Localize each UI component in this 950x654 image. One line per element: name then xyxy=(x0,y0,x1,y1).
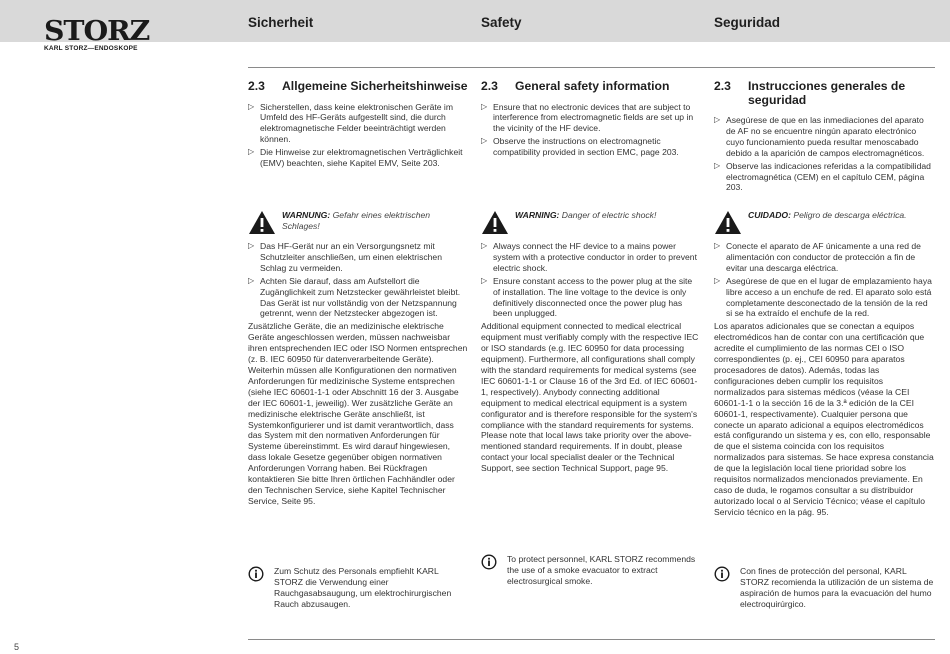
warning-triangle-icon xyxy=(248,210,278,238)
column-header-en: Safety xyxy=(481,15,522,30)
info-icon xyxy=(248,566,274,585)
bullet-item: ▷ Achten Sie darauf, dass am Aufstellort die Zugänglichkeit zum Netzstecker gewährleistet bleibt. Das Gerät ist nur vollständig von der Netzspannung getrennt, wenn der Netzstecker abgezogen ist. xyxy=(248,275,461,319)
section-title-de xyxy=(248,80,468,94)
triangle-bullet-icon: ▷ xyxy=(481,241,488,250)
triangle-bullet-icon: ▷ xyxy=(714,241,721,250)
info-icon xyxy=(481,554,507,573)
warning-triangle-icon xyxy=(481,210,511,238)
triangle-bullet-icon: ▷ xyxy=(714,115,721,124)
warning-label: CUIDADO: xyxy=(748,210,791,220)
bullet-item: ▷ Ensure that no electronic devices that are subject to interference from electromagnetic fields are set up in the vicinity of the HF device. xyxy=(481,101,694,134)
warning-text: Peligro de descarga eléctrica. xyxy=(793,210,907,220)
note-block-es xyxy=(714,566,934,610)
section-title-en xyxy=(481,80,701,94)
section-title-es xyxy=(714,80,934,107)
warning-block-en xyxy=(481,210,701,238)
note-text: Zum Schutz des Personals empfiehlt KARL STORZ die Verwendung einer Rauchgasabsaugung, um elektrochirurgischen Rauch abzusaugen. xyxy=(274,566,452,609)
triangle-bullet-icon: ▷ xyxy=(481,275,488,285)
bullet-item: ▷ Sicherstellen, dass keine elektronischen Geräte im Umfeld des HF-Geräts aufgestellt sind, die durch elektromagnetische Felder beeinträchtigt werden können. xyxy=(248,101,453,145)
bullet-item: ▷ Observe las indicaciones referidas a la compatibilidad electromagnética (CEM) en el capítulo CEM, página 203. xyxy=(714,160,931,193)
section-heading: Instrucciones generales de seguridad xyxy=(748,79,906,107)
bottom-divider xyxy=(248,639,935,640)
logo-wordmark: STORZ xyxy=(44,16,150,47)
body-paragraph: Additional equipment connected to medical electrical equipment must verifiably comply with the respective IEC or ISO standards (e.g. IEC 60950 for data processing equipment). Furthermore, all configurations shall comply with the standard requirements for medical systems (see IEC 60601-1-1 or Clause 16 of the 3rd Ed. of IEC 60601-1, respectively). Anybody connecting additional equipment to medical electrical equipment is a system configurator and is therefore responsible for the system's compliance with the standard requirements for systems. Please note that local laws take priority over the above-mentioned standard requirements. If in doubt, please contact your local specialist dealer or the Technical Support, see section Technical Support, page 95. xyxy=(481,321,699,474)
column-header-es: Seguridad xyxy=(714,15,781,30)
note-text: To protect personnel, KARL STORZ recommends the use of a smoke evacuator to extract electrosurgical smoke. xyxy=(507,554,696,586)
section-heading: Allgemeine Sicherheitshinweise xyxy=(282,79,468,93)
triangle-bullet-icon: ▷ xyxy=(248,147,255,157)
column-header-de: Sicherheit xyxy=(248,15,314,30)
section-number: 2.3 xyxy=(714,79,731,93)
body-paragraph: Los aparatos adicionales que se conectan a equipos electromédicos han de contar con una certificación que acredite el cumplimiento de las normas CEI o ISO correspondientes (p. ej., CEI 60950 para aparatos procesadores de datos). Además, todas las configuraciones deben cumplir los requisitos normalizados para sistemas médicos (véase la CEI 60601-1-1 o la sección 16 de la 3.ª edición de la CEI 60601-1, respectivamente). Cualquier persona que conecte un aparato adicional a equipos electromédicos está configurando un sistema y es, con ello, responsable de que el sistema coincida con los requisitos normalizados para sistemas. Se hace expresa constancia de que la legislación local tiene prioridad sobre los requisitos normalizados mencionados previamente. En caso de duda, le rogamos consultar a su distribuidor autorizado local o al Servicio Técnico; véase el capítulo Servicio técnico en la pág. 95. xyxy=(714,321,934,517)
triangle-bullet-icon: ▷ xyxy=(481,101,488,111)
warning-label: WARNING: xyxy=(515,210,560,220)
warning-block-es xyxy=(714,210,934,238)
triangle-bullet-icon: ▷ xyxy=(248,101,255,111)
bullet-item: ▷ Ensure constant access to the power plug at the site of installation. The line voltage to the device is only definitively disconnected once the power plug has been unplugged. xyxy=(481,275,693,319)
page-number: 5 xyxy=(14,642,20,652)
logo-subline: KARL STORZ—ENDOSKOPE xyxy=(44,45,138,52)
info-icon xyxy=(714,566,740,585)
note-block-en xyxy=(481,554,701,587)
section-number: 2.3 xyxy=(481,79,498,93)
column-en xyxy=(481,80,701,635)
warning-label: WARNUNG: xyxy=(282,210,331,220)
top-divider xyxy=(248,67,935,68)
warning-text: Gefahr eines elektrischen Schlages! xyxy=(282,210,431,231)
warning-triangle-icon xyxy=(714,210,744,238)
triangle-bullet-icon: ▷ xyxy=(248,275,255,285)
note-block-de xyxy=(248,566,468,610)
bullet-item: ▷ Conecte el aparato de AF únicamente a una red de alimentación con conductor de protección a fin de evitar una descarga eléctrica. xyxy=(714,241,921,273)
bullet-item: ▷ Die Hinweise zur elektromagnetischen Verträglichkeit (EMV) beachten, siehe Kapitel EMV, Seite 203. xyxy=(248,147,463,169)
storz-logo xyxy=(44,16,150,52)
column-de xyxy=(248,80,468,635)
section-heading: General safety information xyxy=(515,79,670,93)
triangle-bullet-icon: ▷ xyxy=(714,160,721,170)
body-paragraph: Zusätzliche Geräte, die an medizinische elektrische Geräte angeschlossen werden, müssen nachweisbar ihren entsprechenden IEC oder ISO Normen entsprechen (z. B. IEC 60950 für datenverarbeitende Geräte). Weiterhin müssen alle Konfigurationen den normativen Anforderungen für medizinische Systeme entsprechen (siehe IEC 60601-1-1 oder Abschnitt 16 der 3. Ausgabe der IEC 60601-1, jeweilig). Wer zusätzliche Geräte an medizinische elektrische Geräte anschließt, ist Systemkonfigurierer und ist damit verantwortlich, dass das System mit den normativen Anforderungen für Systeme übereinstimmt. Es wird darauf hingewiesen, dass lokale Gesetze gegenüber obigen normativen Anforderungen Vorrang haben. Bei Rückfragen kontaktieren Sie bitte Ihren örtlichen Fachhändler oder den Technischen Service, siehe Kapitel Technischer Service, Seite 95. xyxy=(248,321,468,506)
triangle-bullet-icon: ▷ xyxy=(248,241,255,250)
triangle-bullet-icon: ▷ xyxy=(481,136,488,146)
bullet-item: ▷ Das HF-Gerät nur an ein Versorgungsnetz mit Schutzleiter anschließen, um einen elektrischen Schlag zu vermeiden. xyxy=(248,241,442,273)
bullet-item: ▷ Asegúrese de que en el lugar de emplazamiento haya libre acceso a un enchufe de red. El aparato solo está completamente desconectado de la tensión de la red si se ha extraído el enchufe de la red. xyxy=(714,275,932,319)
column-es xyxy=(714,80,934,635)
bullet-item: ▷ Asegúrese de que en las inmediaciones del aparato de AF no se encuentre ningún aparato electrónico cuyo funcionamiento pueda resultar menoscabado debido a la aparición de campos electromagnéticos. xyxy=(714,115,925,158)
warning-block-de xyxy=(248,210,468,238)
triangle-bullet-icon: ▷ xyxy=(714,275,721,285)
note-text: Con fines de protección del personal, KARL STORZ recomienda la utilización de un sistema de aspiración de humos para la evacuación del humo electroquirúrgico. xyxy=(740,566,934,609)
warning-text: Danger of electric shock! xyxy=(561,210,657,220)
bullet-item: ▷ Observe the instructions on electromagnetic compatibility provided in section EMC, page 203. xyxy=(481,136,679,158)
section-number: 2.3 xyxy=(248,79,265,93)
bullet-item: ▷ Always connect the HF device to a mains power system with a protective conductor in order to prevent electric shock. xyxy=(481,241,697,273)
